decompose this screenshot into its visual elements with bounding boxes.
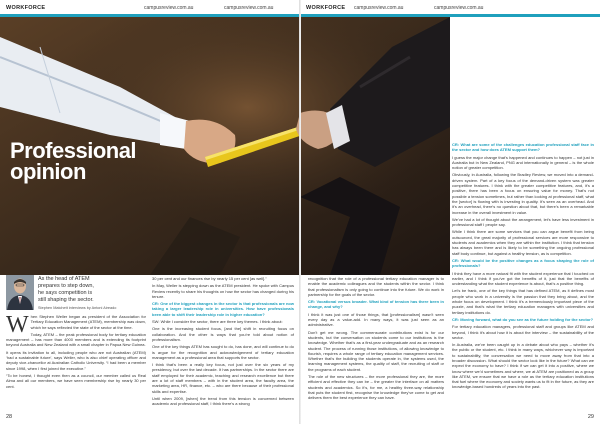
page-number: 28 (6, 414, 13, 420)
headline (10, 140, 136, 182)
interview-question: CR: Moving forward, what do you see as the future holding for the sector? (452, 316, 594, 322)
paragraph: I think they have a more natural fit with the student experience that I touched on earlier, and I think if you’ve got the benefits of it, just that the benefits of understanding what the student experience is about, that’s a positive thing. (452, 270, 594, 287)
page-gutter (299, 0, 301, 424)
headline-line: opinion (10, 159, 86, 184)
paragraph: recognition that the role of a professional tertiary education manager is to enable the academic colleagues and the students within the sector. I think that professionalism is only going to continue into the future. We do work in partnership for the goals of the sector. (308, 276, 444, 297)
paragraph: The role of the new structures – the more professional they are, the more efficient and effective they can be – the greater the interface on all matters students and academics. So it’s, for me, a healthy three-way relationship that puts the student first, recognise the knowledge they’ve come to get and delivers them the best experience they can have. (308, 374, 444, 401)
paragraph: For tertiary education managers, professional staff and groups like ATEM and beyond, I think it’s about how it is about the interview – the sustainability of the sector. (452, 324, 594, 340)
paragraph: In Australia, we’ve been caught up in a debate about who pays – whether it’s the public or the student, etc. I think in many ways, whichever way is important to sustainability, the conversation we need to move away from that into a broader discussion. What should the sector look like in the future? What can we expect the economy to have? I think if we can get it into a positive, where we know where we’d sometimes and where, we at ATEM are positioned as a group like ATEM, we ensure that we have a role as the tertiary education institutions that fuel where the economy and society wants us to fit in the future, as they are knowledge-based hundreds of years into the past. (452, 342, 594, 390)
interview-question: CR: What are some of the challenges education professional staff face in the sector and how does ATEM support them? (452, 142, 594, 153)
paragraph: “To be honest, I thought even then as a council, our member called us Real Alma and all our members, we have seen membership rise by nearly 30 per cent. (6, 372, 146, 389)
paragraph: One of the key things ATEM has sought to do, has done, and will continue to do is argue for the recognition and acknowledgement of tertiary education management as a professional area that supports the sector. (152, 344, 294, 360)
interview-question: CR: One of the biggest changes in the sector is that professionals are now taking a larger leadership role in universities. How have professionals been able to shift their leadership role in higher education? (152, 301, 294, 317)
headline-line: Professional (10, 138, 137, 163)
paragraph: In May, Weller is stepping down as the ATEM president. He spoke with Campus Review recently to share his thoughts on how the sector has changed during his tenure. (152, 283, 294, 299)
site-label: campusreview.com.au (224, 5, 274, 11)
page-number: 29 (587, 414, 594, 420)
paragraph: It opens its invitation to all, including people who are not Australian (ATEM) ‘had a sustainable future’, says Weller, who is also chief operating officer and deputy vice-chancellor at Australian Catholic University. “I had been a member since 1998, when I first joined the executive.” (6, 349, 146, 371)
paragraph: I think it was just one of those things, that [professionalism] wasn’t seen every day as a value-add. In many ways, it was just seen as an administrative. (308, 311, 444, 328)
site-label: campusreview.com.au (144, 5, 194, 11)
paragraph: Don’t get me wrong. The commensurate contributions exist is for our students, but the conversation on students come to our institutions is the knowledge. Whether that’s as a first-year undergraduate and as an research student. The process of running those institutions, of allowing knowledge to flourish, requires a whole range of tertiary education management services. Whether that’s the building the students operate in, the systems used, the learning management systems, the quality of staff, the recruiting of staff or the programs of each student. (308, 329, 444, 372)
interview-question: CR: What would be the positive changes as a focus shaping the role of professionals? (452, 257, 594, 269)
paragraph: I think that’s been a really key focus, not just over the six years of my presidency, but over the last decade. It has partnerships. In the sector there are staff employed for their academic, teaching and research excellence but there are a lot of staff members – with in the student area, the faculty area, the marketing area, HR, finance, etc. – who are there because of their professional skills and expertise. (152, 362, 294, 394)
article-column-2 (152, 276, 294, 414)
paragraph: I guess the major change that’s happened and continues to happen – not just in Australia but in New Zealand, PNG and internationally in general – is the whole notion of greater competition. (452, 154, 594, 171)
paragraph: We’ve had a lot of thought about the arrangement, let’s have less investment in professional staff I people say. (452, 216, 594, 228)
paragraph: SW: While I consider the sector, there are three key themes. I think about: (152, 319, 283, 325)
paragraph: Today, ATEM – the peak professional body for tertiary education management – has more than 4000 members and is extending its footprint beyond Australia and New Zealand with a small chapter in Papua New Guinea. (6, 331, 146, 348)
man-portrait-icon (6, 273, 34, 310)
right-header (300, 3, 600, 13)
intro-standfirst: As the head of ATEM prepares to step down, he says competition is still shaping the sector. (38, 276, 94, 303)
article-column-3 (308, 276, 444, 414)
portrait-photo (6, 273, 34, 310)
byline: Stephen Matchett interviews by Antoni Aireado (38, 306, 117, 310)
article-column-1 (6, 314, 146, 414)
paragraph: While I think there are some services that you can argue benefit from being outsourced, the great majority of professional services are more responsive to students and academics when they are within the institution. I think that tension has always been there and is likely to be something the ongoing professional staff body continue, but against a healthy tension, as is competition. (452, 229, 594, 256)
left-header (6, 3, 274, 13)
paragraph: 30 per cent and our finances rise by nearly 15 per cent [as well].” (152, 276, 267, 281)
interview-question: CR: Vocational versus broader. What kind of tension has there been in change, and why? (308, 299, 444, 310)
paragraph: Let’s be frank, one of the key things that has defined ATEM, as it defines most people who work in a university is the passion that they bring about, and the whole focus on development. I think it’s a tremendously important piece of the puzzle, and that’s what the tertiary education managers with universities and tertiary institutions do. (452, 288, 594, 315)
section-label: WORKFORCE (306, 5, 346, 11)
article-column-4 (452, 142, 594, 414)
site-label: campusreview.com.au (434, 5, 484, 11)
paragraph: When Stephen Weller began as president of the Association for Tertiary Education Management (ATEM), membership was down, which he says reflected the state of the sector at the time. (6, 312, 146, 338)
site-label: campusreview.com.au (354, 5, 404, 11)
paragraph: Until when 2009, [when] the trend from this tension is concerned between academic and professional staff, I think there’s a strong (152, 395, 294, 407)
drop-cap: W (6, 312, 29, 338)
paragraph: Obviously, in Australia, following the Bradley Review, we moved into a demand-driven system. Part of a key focus of the demand-driven system was greater competitive features. I think with the greater competitive features, and, it’s a positive, there has been a focus on ensuring value for money. That’s not possible a tension sometimes, but rather than looking at professional staff, what the [sector] is flowing with is investing in quality. It’s seen as an overhead. And it’s an overhead, there’s no question about that, but there’s been a remarkable increase in the overall investment in value. (452, 172, 594, 215)
section-label: WORKFORCE (6, 5, 46, 11)
paragraph: One is the increasing student focus, [and the] shift in recruiting focus on collaboration. And the other is ways that you’re told about notion of professionalism. (152, 326, 294, 342)
